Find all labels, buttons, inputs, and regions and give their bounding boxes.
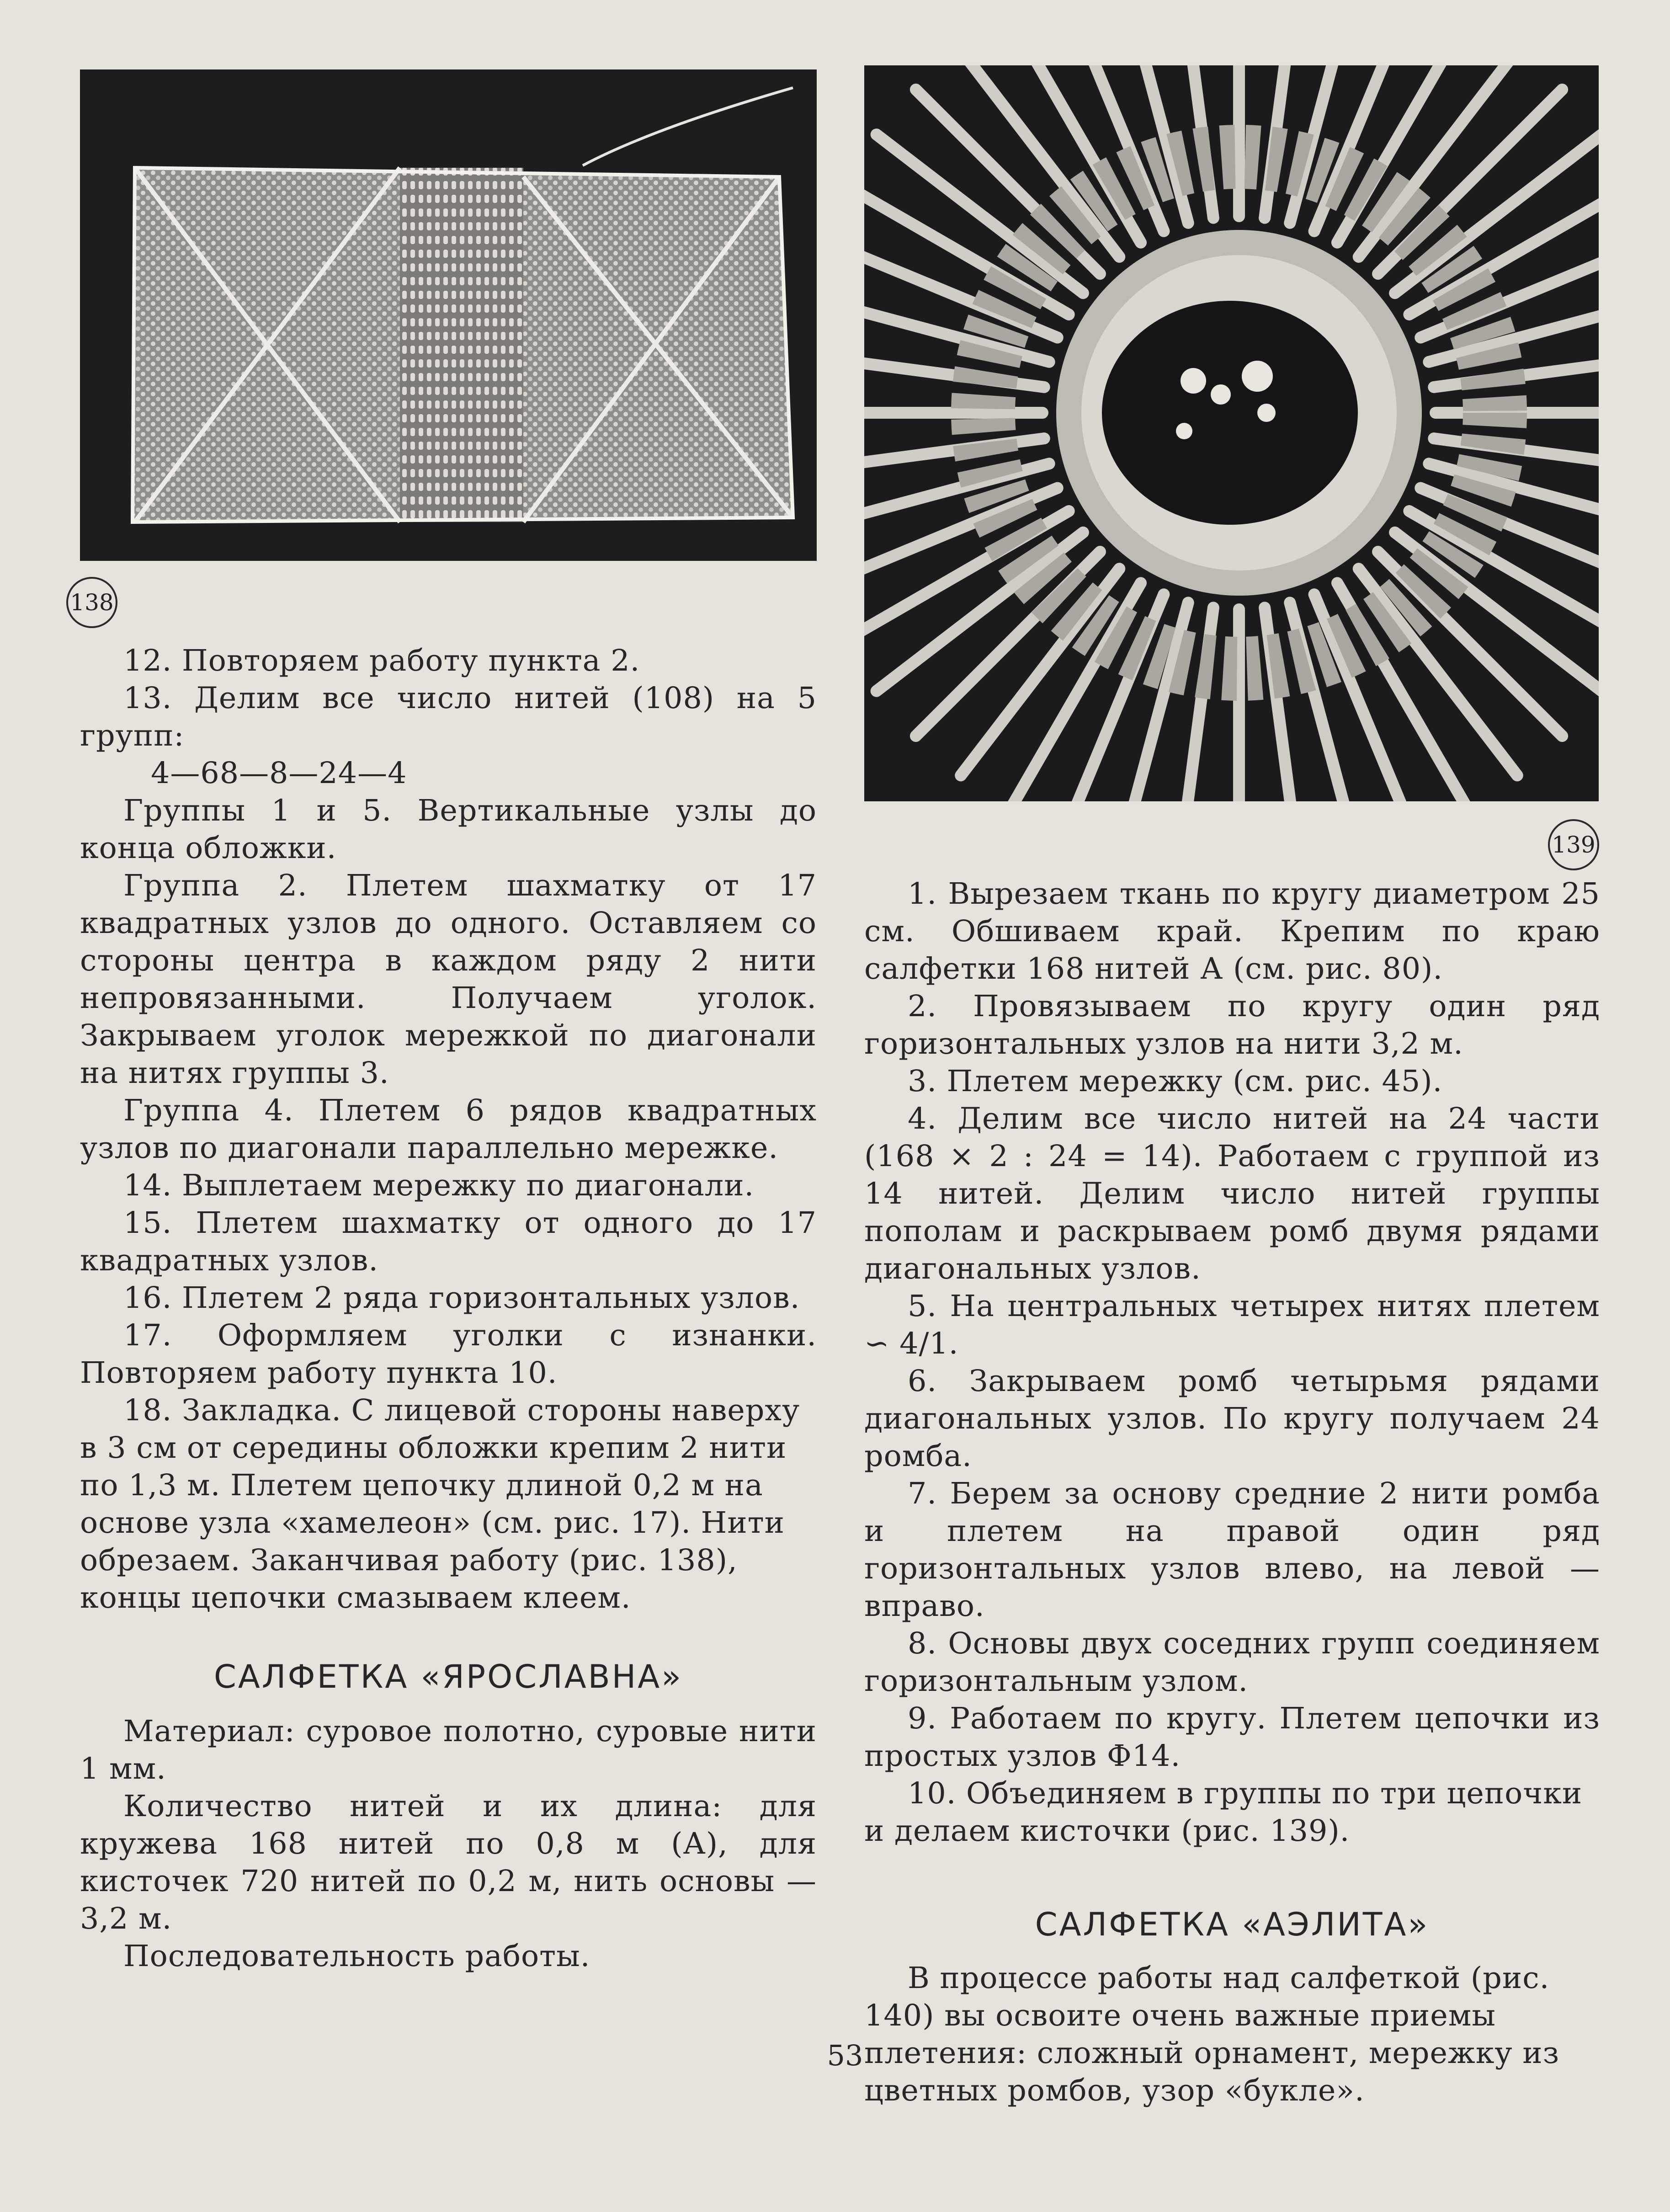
right-column	[864, 875, 1600, 2110]
step-6: 6. Закрываем ромб четырьмя рядами диагональных узлов. По кругу получаем 24 ромба.	[864, 1364, 1600, 1473]
step-5: 5. На центральных четырех нитях плетем ∽ 4/1.	[864, 1289, 1600, 1361]
figure-139-photo	[864, 65, 1599, 801]
step-15: 15. Плетем шахматку от одного до 17 квадратных узлов.	[80, 1206, 817, 1278]
step-17: 17. Оформляем уголки с изнанки. Повторяем работу пункта 10.	[80, 1318, 817, 1390]
step-13: 13. Делим все число нитей (108) на 5 групп:	[80, 681, 817, 753]
step-14: 14. Выплетаем мережку по диагонали.	[123, 1168, 755, 1203]
step-1: 1. Вырезаем ткань по кругу диаметром 25 см. Обшиваем край. Крепим по краю салфетки 168 нитей А (см. рис. 80).	[864, 877, 1600, 986]
group-2: Группа 2. Плетем шахматку от 17 квадратных узлов до одного. Оставляем со стороны центра в каждом ряду 2 нити непровязанными. Получаем уголок. Закрываем уголок мережкой по диагонали на нитях группы 3.	[80, 869, 817, 1090]
step-7: 7. Берем за основу средние 2 нити ромба и плетем на правой один ряд горизонтальных узлов влево, на левой — вправо.	[864, 1476, 1600, 1623]
left-column	[80, 642, 817, 1975]
section-title-aelita: САЛФЕТКА «АЭЛИТА»	[1035, 1906, 1430, 1943]
figure-139-number: 139	[1548, 819, 1599, 870]
step-9: 9. Работаем по кругу. Плетем цепочки из простых узлов Ф14.	[864, 1701, 1600, 1773]
figure-138-photo	[80, 69, 817, 561]
page-number: 53	[827, 2039, 863, 2072]
step-3: 3. Плетем мережку (см. рис. 45).	[908, 1064, 1443, 1098]
thread-quantities: Количество нитей и их длина: для кружева 168 нитей по 0,8 м (А), для кисточек 720 нитей по 0,2 м, нить основы — 3,2 м.	[80, 1789, 817, 1936]
step-8: 8. Основы двух соседних групп соединяем горизонтальным узлом.	[864, 1626, 1600, 1698]
step-12: 12. Повторяем работу пункта 2.	[123, 644, 640, 678]
groups-1-5: Группы 1 и 5. Вертикальные узлы до конца обложки.	[80, 794, 817, 865]
group-4: Группа 4. Плетем 6 рядов квадратных узлов по диагонали параллельно мережке.	[80, 1093, 817, 1165]
group-formula: 4—68—8—24—4	[151, 756, 407, 790]
step-18: 18. Закладка. С лицевой стороны наверху в 3 см от середины обложки крепим 2 нити по 1,3 м. Плетем цепочку длиной 0,2 м на основе узла «хамелеон» (см. рис. 17). Нити обрезаем. Заканчивая работу (рис. 138), концы цепочки смазываем клеем.	[80, 1393, 800, 1615]
step-2: 2. Провязываем по кругу один ряд горизонтальных узлов на нити 3,2 м.	[864, 989, 1600, 1061]
step-4: 4. Делим все число нитей на 24 части (168 × 2 : 24 = 14). Работаем с группой из 14 нитей. Делим число нитей группы пополам и раскрываем ромб двумя рядами диагональных узлов.	[864, 1102, 1600, 1286]
step-16: 16. Плетем 2 ряда горизонтальных узлов.	[123, 1281, 800, 1315]
materials: Материал: суровое полотно, суровые нити 1 мм.	[80, 1714, 817, 1786]
aelita-intro: В процессе работы над салфеткой (рис. 140) вы освоите очень важные приемы плетения: сложный орнамент, мережку из цветных ромбов, узор «букле».	[864, 1961, 1560, 2108]
section-title-yaroslavna: САЛФЕТКА «ЯРОСЛАВНА»	[213, 1658, 683, 1695]
figure-138-number: 138	[66, 577, 117, 628]
step-10: 10. Объединяем в группы по три цепочки и делаем кисточки (рис. 139).	[864, 1776, 1583, 1848]
work-sequence: Последовательность работы.	[123, 1939, 590, 1973]
